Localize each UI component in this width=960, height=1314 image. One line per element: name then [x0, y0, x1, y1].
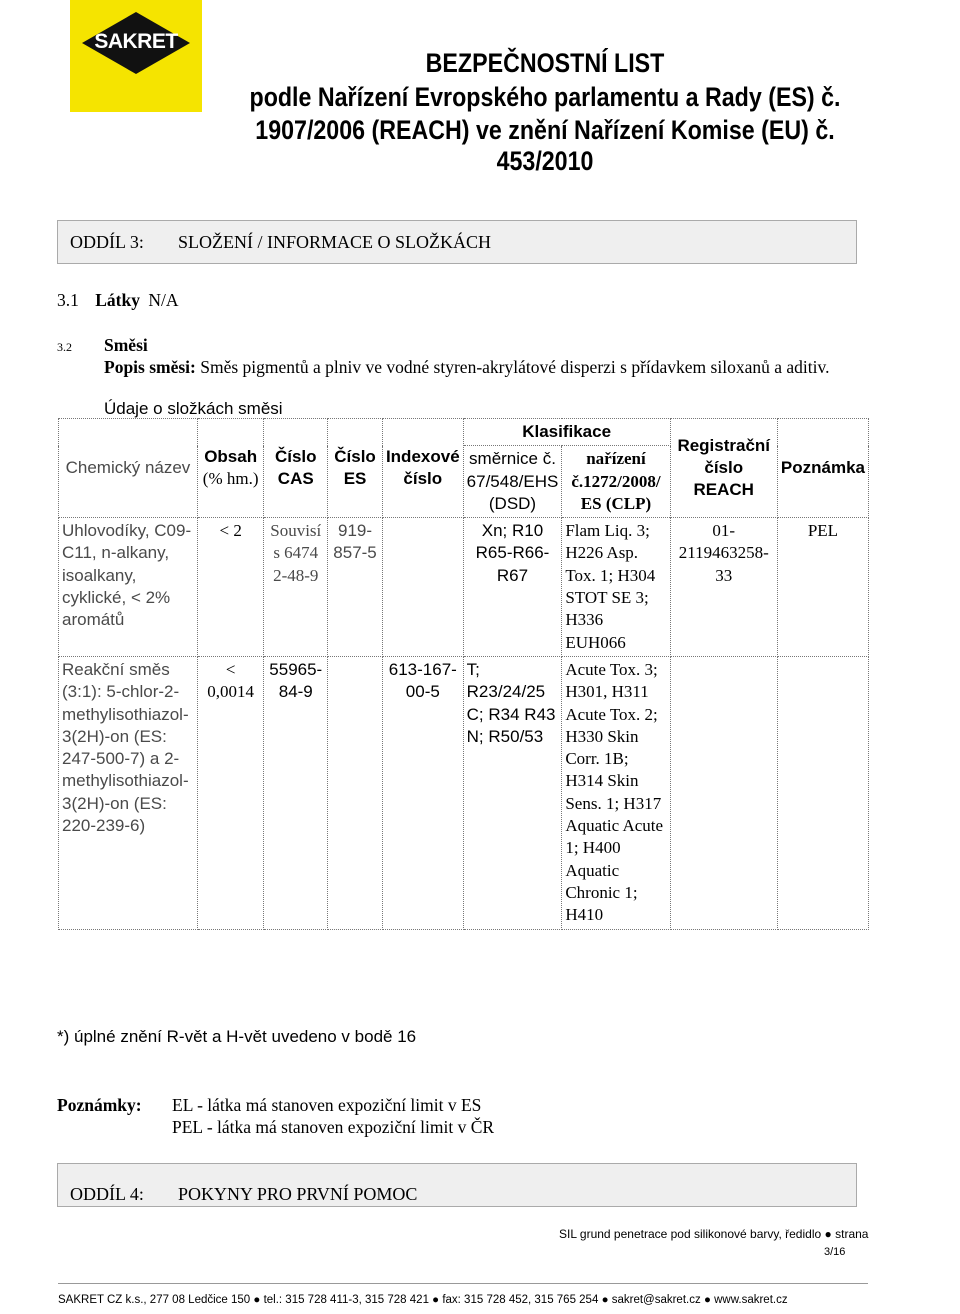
cell-dsd: Xn; R10 R65-R66-R67 [463, 518, 562, 657]
subsection-3-1 [57, 289, 179, 311]
section-4-number: ODDÍL 4: [70, 1184, 144, 1204]
footer-divider [58, 1283, 868, 1284]
page-number: 3/16 [824, 1246, 846, 1258]
cell-clp: Acute Tox. 3; H301, H311 Acute Tox. 2; H330 Skin Corr. 1B; H314 Skin Sens. 1; H317 Aquatic Acute 1; H400 Aquatic Chronic 1; H410 [562, 656, 670, 929]
section-3-header [57, 220, 857, 264]
cell-index: 613-167-00-5 [382, 656, 463, 929]
col-header-reach: Registrační číslo REACH [670, 419, 777, 518]
col-header-obsah: Obsah (% hm.) [197, 419, 263, 518]
cell-clp: Flam Liq. 3; H226 Asp. Tox. 1; H304 STOT SE 3; H336 EUH066 [562, 518, 670, 657]
col-header-name: Chemický název [59, 419, 198, 518]
col-header-klasifikace: Klasifikace [463, 419, 670, 446]
col-header-clp: nařízení č.1272/2008/ ES (CLP) [562, 446, 670, 518]
footer-tel: tel.: 315 728 411-3, 315 728 421 [263, 1294, 429, 1306]
cell-es: 919-857-5 [328, 518, 383, 657]
section-3-title: SLOŽENÍ / INFORMACE O SLOŽKÁCH [178, 232, 492, 252]
cell-name: Reakční směs (3:1): 5-chlor-2-methylisothiazol-3(2H)-on (ES: 247-500-7) a 2-methylisothiazol-3(2H)-on (ES: 220-239-6) [59, 656, 198, 929]
section-3-number: ODDÍL 3: [70, 232, 144, 252]
section-4-header [57, 1163, 857, 1207]
cell-obsah: < 0,0014 [197, 656, 263, 929]
cell-poznamka: PEL [777, 518, 868, 657]
bullet-icon: ● [703, 1294, 715, 1306]
cell-name: Uhlovodíky, C09-C11, n-alkany, isoalkany, cyklické, < 2% aromátů [59, 518, 198, 657]
cell-index [382, 518, 463, 657]
cell-poznamka [777, 656, 868, 929]
mixture-description [104, 356, 829, 378]
cell-reach [670, 656, 777, 929]
company-logo [70, 0, 202, 112]
doc-title: BEZPEČNOSTNÍ LIST [425, 48, 665, 78]
doc-subtitle-2: 1907/2006 (REACH) ve znění Nařízení Komise (EU) č. 453/2010 [255, 115, 835, 176]
cell-cas: 55965-84-9 [264, 656, 328, 929]
footer-web[interactable]: www.sakret.cz [714, 1294, 788, 1306]
components-heading: Údaje o složkách směsi [104, 399, 283, 418]
product-name [559, 1227, 868, 1241]
product-name-text: SIL grund penetrace pod silikonové barvy, ředidlo [559, 1227, 822, 1241]
subsection-3-2-number: 3.2 [57, 340, 72, 354]
col-header-cas: Číslo CAS [264, 419, 328, 518]
subsection-3-2-label: Směsi [104, 335, 148, 355]
footnote: *) úplné znění R-vět a H-vět uvedeno v bodě 16 [57, 1027, 417, 1046]
logo-text: SAKRET [94, 30, 178, 53]
footer-company: SAKRET CZ k.s., 277 08 Ledčice 150 [58, 1294, 251, 1306]
table-header-row-1 [59, 419, 869, 446]
notes-line-pel: PEL - látka má stanoven expoziční limit v ČR [172, 1117, 495, 1137]
cell-es [328, 656, 383, 929]
col-header-poznamka: Poznámka [777, 419, 868, 518]
subsection-3-1-value: N/A [148, 290, 179, 310]
mixture-description-label: Popis směsi: [104, 357, 196, 377]
section-4-title: POKYNY PRO PRVNÍ POMOC [178, 1184, 418, 1204]
bullet-icon: ● [601, 1294, 612, 1306]
subsection-3-1-label: Látky [95, 290, 140, 310]
bullet-icon: ● [432, 1294, 443, 1306]
cell-dsd: T; R23/24/25 C; R34 R43 N; R50/53 [463, 656, 562, 929]
footer-fax: fax: 315 728 452, 315 765 254 [442, 1294, 599, 1306]
mixture-description-text: Směs pigmentů a plniv ve vodné styren-akrylátové disperzi s přídavkem siloxanů a aditiv. [200, 357, 830, 377]
table-row [59, 518, 869, 657]
doc-subtitle-1: podle Nařízení Evropského parlamentu a Rady (ES) č. [249, 82, 841, 112]
subsection-3-1-number: 3.1 [57, 290, 79, 310]
bullet-icon: ● [253, 1294, 264, 1306]
notes-line-el: EL - látka má stanoven expoziční limit v ES [172, 1095, 482, 1115]
col-header-index: Indexové číslo [382, 419, 463, 518]
footer [58, 1294, 868, 1306]
table-row [59, 656, 869, 929]
bullet-icon: ● [824, 1227, 832, 1241]
cell-reach: 01-2119463258-33 [670, 518, 777, 657]
cell-cas: Souvisí s 6474 2-48-9 [264, 518, 328, 657]
notes-label: Poznámky: [57, 1095, 142, 1115]
page-label: strana [835, 1227, 869, 1241]
cell-obsah: < 2 [197, 518, 263, 657]
footer-email[interactable]: sakret@sakret.cz [611, 1294, 701, 1306]
col-header-dsd: směrnice č. 67/548/EHS (DSD) [463, 446, 562, 518]
components-table [58, 418, 869, 930]
col-header-es: Číslo ES [328, 419, 383, 518]
